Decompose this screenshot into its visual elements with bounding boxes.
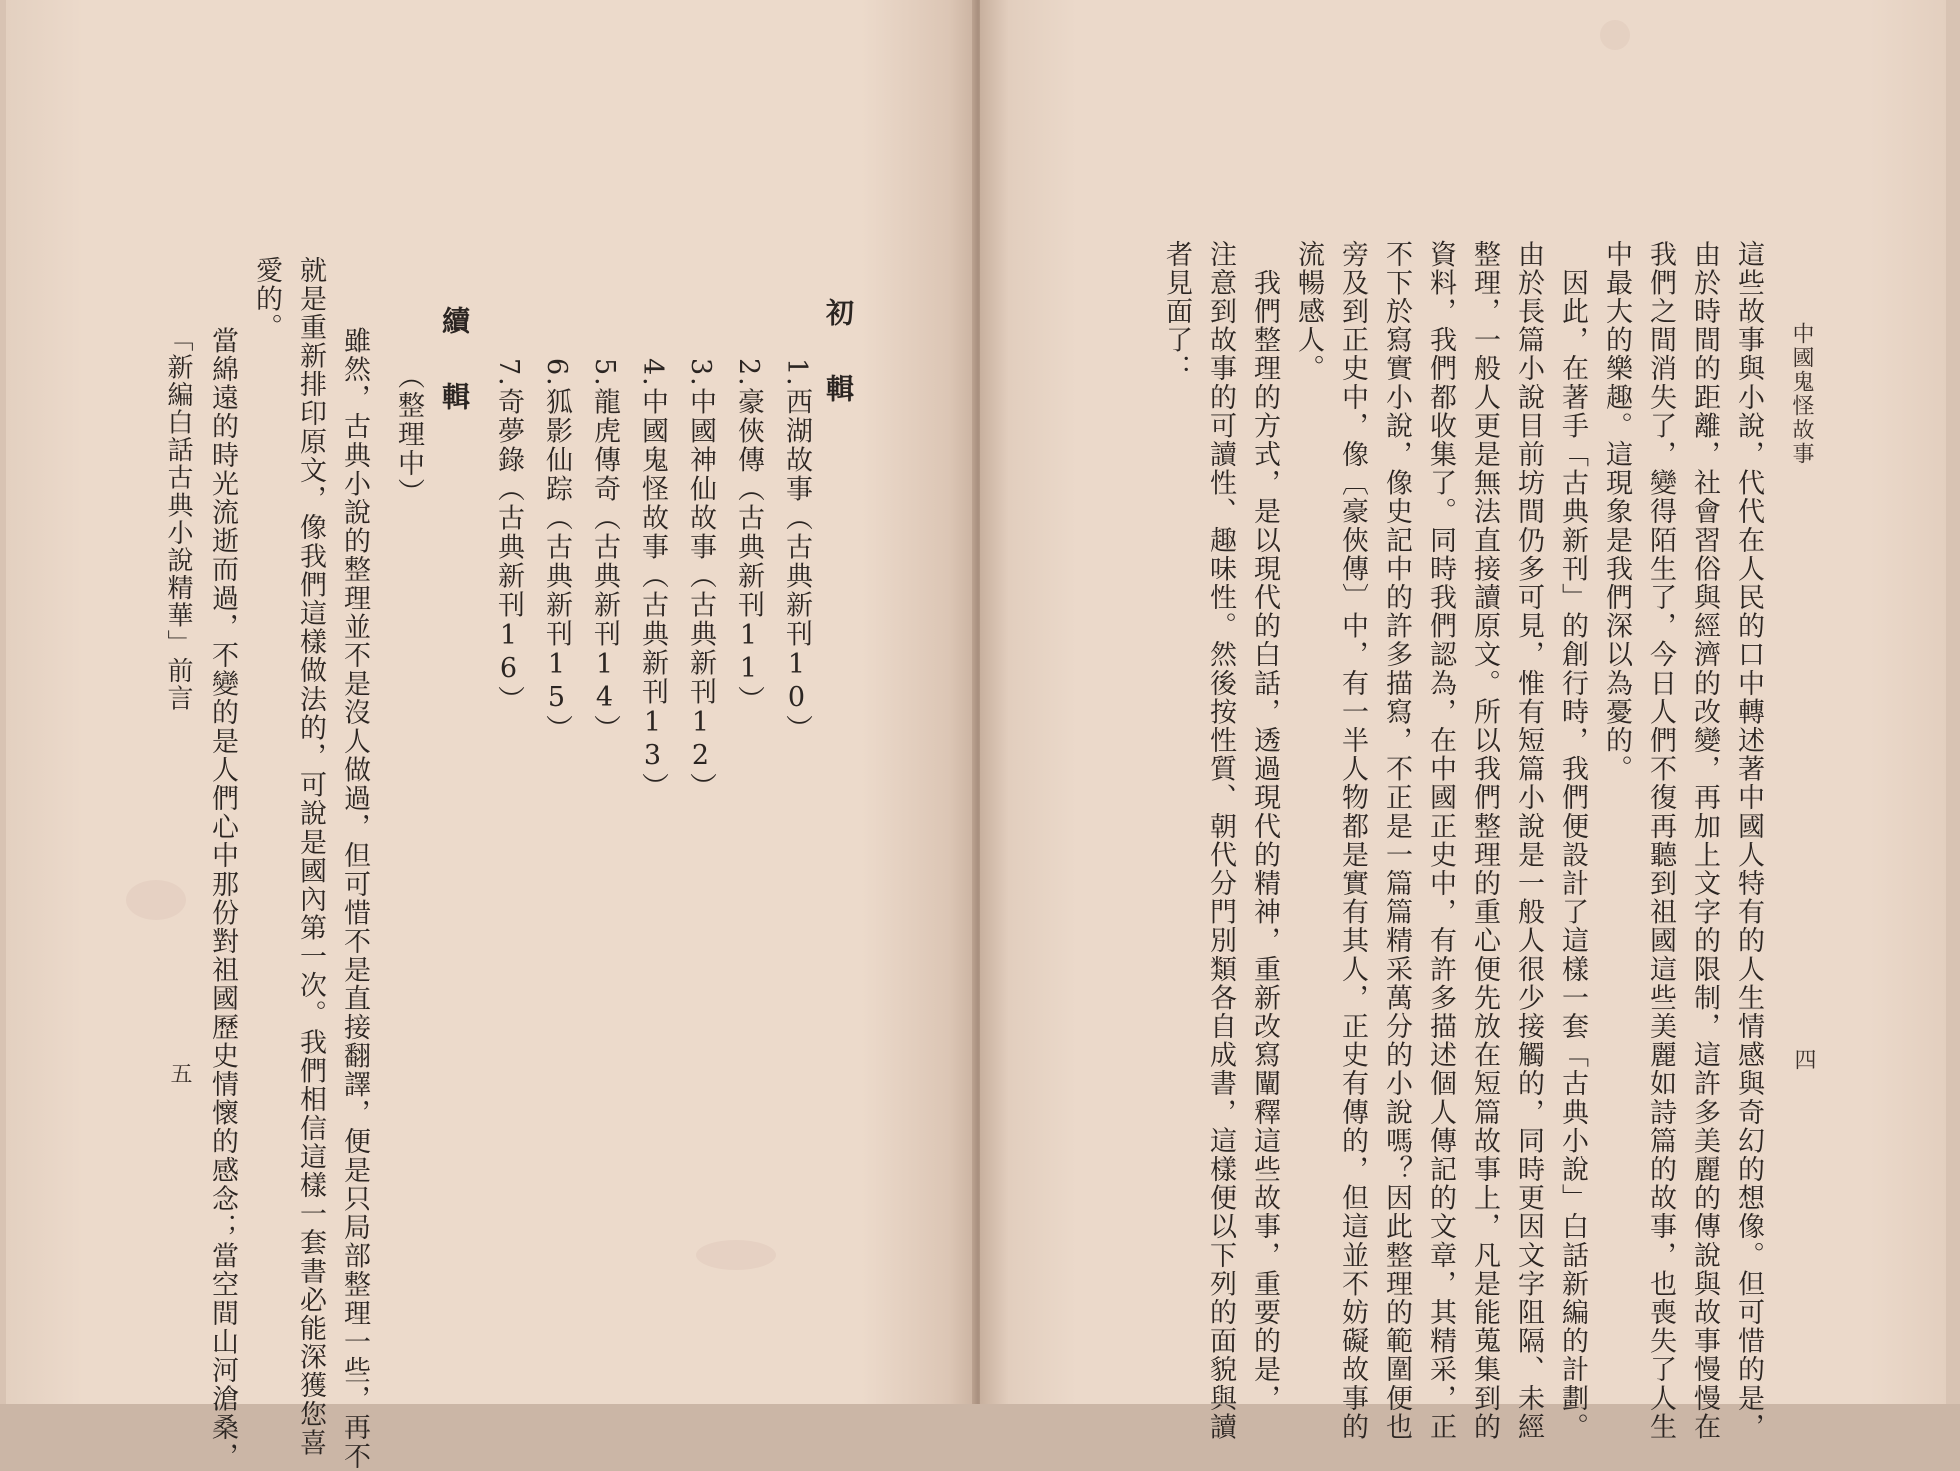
- item-note: （古典新刊10）: [781, 503, 812, 744]
- list-item: [724, 358, 772, 715]
- item-title: 中國鬼怪故事: [637, 387, 668, 562]
- item-number: 1.: [781, 358, 812, 388]
- show-through-text: [1110, 230, 1154, 1130]
- list-item: [628, 358, 676, 802]
- list-item: [532, 358, 580, 744]
- body-column: 因此，在著手「古典新刊」的創行時，我們便設計了這樣一套「古典小說」白話新編的計劃。: [1557, 240, 1588, 1442]
- item-note: （古典新刊12）: [685, 561, 716, 802]
- item-title: 西湖故事: [781, 387, 812, 504]
- item-number: 3.: [685, 358, 716, 388]
- body-column: 我們整理的方式，是以現代的白話，透過現代的精神，重新改寫闡釋這些故事，重要的是，: [1249, 240, 1280, 1413]
- body-column: 由於時間的距離，社會習俗與經濟的改變，再加上文字的限制，這許多美麗的傳說與故事慢慢在: [1689, 240, 1720, 1442]
- running-head: 中國鬼怪故事: [1789, 322, 1814, 466]
- paper-stain: [1600, 20, 1630, 50]
- item-number: 7.: [493, 358, 524, 388]
- item-number: 6.: [541, 358, 572, 388]
- item-number: 5.: [589, 358, 620, 388]
- body-column: 資料，我們都收集了。同時我們認為，在中國正史中，有許多描述個人傳記的文章，其精采，正: [1425, 240, 1456, 1442]
- body-column: 流暢感人。: [1293, 240, 1324, 383]
- item-number: 2.: [733, 358, 764, 388]
- body-column: 雖然，古典小說的整理並不是沒人做過，但可惜不是直接翻譯，便是只局部整理一些，再不: [339, 298, 370, 1471]
- item-note: （古典新刊14）: [589, 503, 620, 744]
- body-column: 我們之間消失了，變得陌生了，今日人們不復再聽到祖國這些美麗如詩篇的故事，也喪失了人生: [1645, 240, 1676, 1442]
- left-page: [6, 0, 978, 1471]
- item-title: 奇夢錄: [493, 387, 524, 475]
- right-page: [980, 0, 1946, 1442]
- item-title: 豪俠傳: [733, 387, 764, 475]
- page-number: 五: [167, 1062, 192, 1086]
- body-column: 愛的。: [251, 256, 282, 342]
- body-column: 當綿遠的時光流逝而過，不變的是人們心中那份對祖國歷史情懷的感念；當空間山河滄桑，: [207, 298, 238, 1471]
- item-note: （古典新刊16）: [493, 474, 524, 715]
- body-column: 注意到故事的可讀性、趣味性。然後按性質、朝代分門別類各自成書，這樣便以下列的面貌與讀: [1205, 240, 1236, 1442]
- preface-title: 「新編白話古典小說精華」前言: [163, 256, 193, 713]
- body-column: 中最大的樂趣。這現象是我們深以為憂的。: [1601, 240, 1632, 784]
- body-column: 由於長篇小說目前坊間仍多可見，惟有短篇小說是一般人很少接觸的，同時更因文字阻隔、未經: [1513, 240, 1544, 1442]
- item-note: （古典新刊15）: [541, 503, 572, 744]
- second-collection-note: （整理中）: [393, 362, 424, 507]
- item-title: 狐影仙踪: [541, 387, 572, 504]
- body-column: 就是重新排印原文，像我們這樣做法的，可說是國內第一次。我們相信這樣一套書必能深獲您喜: [295, 256, 326, 1458]
- paper-stain: [126, 880, 186, 920]
- first-collection-heading: 初 輯: [822, 298, 855, 412]
- item-note: （古典新刊11）: [733, 474, 764, 715]
- list-item: [772, 358, 820, 744]
- body-column: 整理，一般人更是無法直接讀原文。所以我們整理的重心便先放在短篇故事上，凡是能蒐集到的: [1469, 240, 1500, 1442]
- second-collection-heading: 續 輯: [438, 306, 471, 420]
- paper-stain: [696, 1240, 776, 1270]
- page-number: 四: [1791, 1048, 1816, 1072]
- body-column: 這些故事與小說，代代在人民的口中轉述著中國人特有的人生情感與奇幻的想像。但可惜的是，: [1733, 240, 1764, 1442]
- list-item: [484, 358, 532, 715]
- body-column: 不下於寫實小說，像史記中的許多描寫，不正是一篇篇精采萬分的小說嗎？因此整理的範圍便也: [1381, 240, 1412, 1442]
- item-title: 中國神仙故事: [685, 387, 716, 562]
- body-column: 旁及到正史中，像〔豪俠傳〕中，有一半人物都是實有其人，正史有傳的，但這並不妨礙故事的: [1337, 240, 1368, 1442]
- list-item: [676, 358, 724, 802]
- item-title: 龍虎傳奇: [589, 387, 620, 504]
- list-item: [580, 358, 628, 744]
- body-column: 者見面了：: [1161, 240, 1192, 383]
- item-note: （古典新刊13）: [637, 561, 668, 802]
- item-number: 4.: [637, 358, 668, 388]
